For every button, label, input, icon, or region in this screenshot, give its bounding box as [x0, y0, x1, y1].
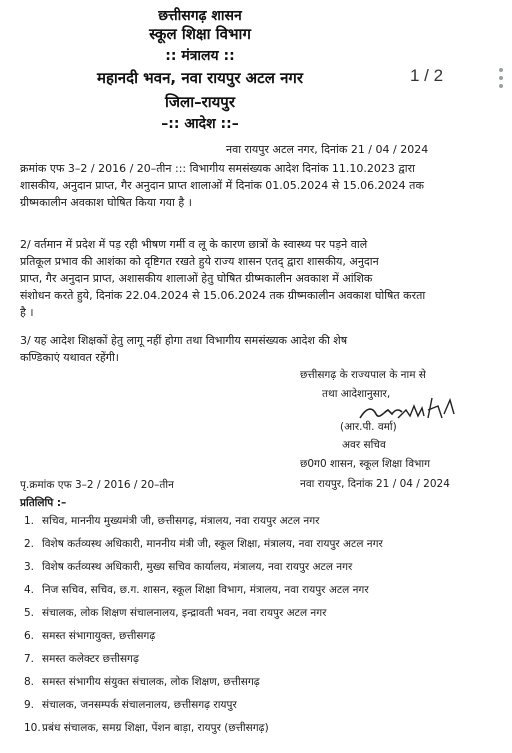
paragraph-3	[20, 332, 472, 366]
para2-line: प्रतिकूल प्रभाव की आशंका को दृष्टिगत रखते हुये राज्य शासन एतद् द्वारा शासकीय, अनुदान	[20, 255, 379, 268]
paragraph-1	[20, 160, 472, 211]
para2-line: 2/ वर्तमान में प्रदेश में पड़ रही भीषण गर्मी व लू के कारण छात्रों के स्वास्थ्य पर पड़ने वाले	[20, 238, 368, 251]
signature-order-line: तथा आदेशानुसार,	[322, 388, 391, 400]
list-item-number: 4.	[24, 584, 35, 596]
list-item-text: सचिव, माननीय मुख्यमंत्री जी, छत्तीसगढ़, मंत्रालय, नवा रायपुर अटल नगर	[42, 515, 320, 527]
list-item-number: 8.	[24, 676, 35, 688]
order-place-date: नवा रायपुर अटल नगर, दिनांक 21 / 04 / 2024	[226, 143, 429, 156]
list-item-number: 7.	[24, 653, 35, 665]
para2-line: है ।	[20, 306, 34, 319]
list-item	[24, 579, 383, 602]
list-item	[24, 648, 383, 671]
list-item-text: निज सचिव, सचिव, छ.ग. शासन, स्कूल शिक्षा विभाग, मंत्रालय, नवा रायपुर अटल नगर	[42, 584, 369, 596]
list-item-number: 9.	[24, 699, 35, 711]
list-item	[24, 694, 383, 717]
list-item	[24, 671, 383, 694]
signature-authority-line: छत्तीसगढ़ के राज्यपाल के नाम से	[300, 369, 426, 381]
para1-line: क्रमांक एफ 3–2 / 2016 / 20–तीन ::: विभागीय समसंख्यक आदेश दिनांक 11.10.2023 द्वारा	[20, 162, 415, 175]
list-item	[24, 717, 383, 740]
header-order-title: –:: आदेश ::–	[161, 116, 239, 132]
header-government: छत्तीसगढ़ शासन	[158, 8, 242, 24]
para2-line: संशोधन करते हुये, दिनांक 22.04.2024 से 15.06.2024 तक ग्रीष्मकालीन अवकाश घोषित करता	[20, 289, 426, 302]
list-item-text: समस्त संभागीय संयुक्त संचालक, लोक शिक्षण, छत्तीसगढ़	[42, 676, 260, 688]
list-item-text: प्रबंध संचालक, समग्र शिक्षा, पेंशन बाड़ा, रायपुर (छत्तीसगढ़)	[42, 722, 269, 734]
para3-line: कण्डिकाएं यथावत रहेंगी।	[20, 351, 119, 364]
signatory-department: छ0ग0 शासन, स्कूल शिक्षा विभाग	[300, 458, 431, 470]
list-item-number: 6.	[24, 630, 35, 642]
header-department: स्कूल शिक्षा विभाग	[149, 25, 251, 43]
header-address: महानदी भवन, नवा रायपुर अटल नगर	[96, 69, 304, 87]
paragraph-2	[20, 236, 472, 321]
list-item-text: समस्त संभागायुक्त, छत्तीसगढ़	[42, 630, 156, 642]
para3-line: 3/ यह आदेश शिक्षकों हेतु लागू नहीं होगा तथा विभागीय समसंख्यक आदेश की शेष	[20, 334, 348, 347]
list-item-number: 3.	[24, 561, 35, 573]
copy-to-label: प्रतिलिपि :–	[20, 497, 67, 509]
list-item	[24, 510, 383, 533]
list-item-text: विशेष कर्तव्यस्थ अधिकारी, माननीय मंत्री जी, स्कूल शिक्षा, मंत्रालय, नवा रायपुर अटल नगर	[42, 538, 383, 550]
page-indicator: 1 / 2	[410, 66, 444, 85]
list-item	[24, 602, 383, 625]
list-item	[24, 556, 383, 579]
list-item-number: 2.	[24, 538, 35, 550]
para2-line: प्राप्त, गैर अनुदान प्राप्त, अशासकीय शालाओं हेतु घोषित ग्रीष्मकालीन अवकाश में आंशिक	[20, 272, 373, 285]
list-item-text: संचालक, जनसम्पर्क संचालनालय, छत्तीसगढ़ रायपुर	[42, 699, 237, 711]
para1-line: ग्रीष्मकालीन अवकाश घोषित किया गया है ।	[20, 196, 192, 209]
signatory-designation: अवर सचिव	[342, 439, 386, 451]
recipient-list	[24, 510, 383, 740]
list-item-number: 10.	[24, 722, 41, 734]
list-item-text: विशेष कर्तव्यस्थ अधिकारी, मुख्य सचिव कार्यालय, मंत्रालय, नवा रायपुर अटल नगर	[42, 561, 353, 573]
para1-line: शासकीय, अनुदान प्राप्त, गैर अनुदान प्राप्त शालाओं में दिनांक 01.05.2024 से 15.06.2024 तक	[20, 179, 424, 192]
header-ministry: :: मंत्रालय ::	[165, 48, 235, 64]
list-item	[24, 625, 383, 648]
list-item-text: संचालक, लोक शिक्षण संचालनालय, इन्द्रावती भवन, नवा रायपुर अटल नगर	[42, 607, 327, 619]
kebab-menu-icon[interactable]	[496, 68, 506, 92]
list-item-text: समस्त कलेक्टर छत्तीसगढ़	[42, 653, 139, 665]
list-item	[24, 533, 383, 556]
endorsement-ref: पृ.क्रमांक एफ 3–2 / 2016 / 20–तीन	[20, 479, 174, 491]
list-item-number: 1.	[24, 515, 35, 527]
signatory-place-date: नवा रायपुर, दिनांक 21 / 04 / 2024	[300, 478, 450, 490]
signatory-name: (आर.पी. वर्मा)	[340, 421, 397, 433]
list-item-number: 5.	[24, 607, 35, 619]
header-district: जिला–रायपुर	[165, 93, 235, 111]
